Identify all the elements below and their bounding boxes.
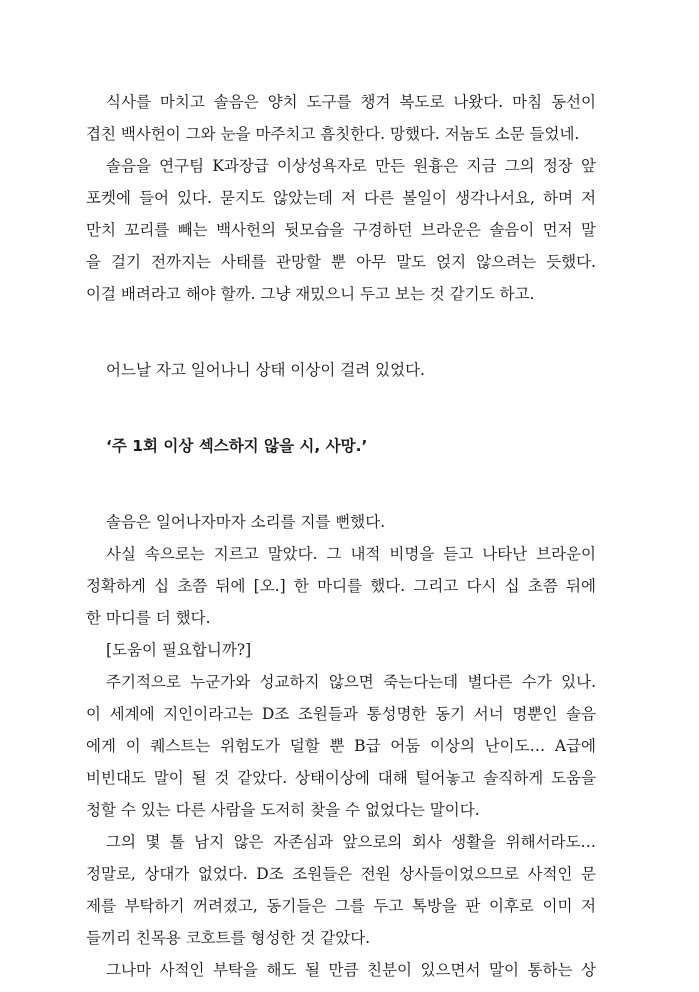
text-line: 제를 부탁하기 꺼려졌고, 동기들은 그를 두고 톡방을 판 이후로 이미 저 bbox=[86, 897, 596, 915]
text-line: 이걸 배려라고 해야 할까. 그냥 재밌으니 두고 보는 것 같기도 하고. bbox=[86, 285, 535, 303]
text-line: 들끼리 친목용 코호트를 형성한 것 같았다. bbox=[86, 929, 371, 947]
text-line: 솔음은 일어나자마자 소리를 지를 뻔했다. bbox=[106, 513, 386, 531]
text-line: 그의 몇 톨 남지 않은 자존심과 앞으로의 회사 생활을 위해서라도… bbox=[106, 833, 596, 851]
text-line: 정확하게 십 초쯤 뒤에 [오.] 한 마디를 했다. 그리고 다시 십 초쯤 뒤에 bbox=[86, 577, 596, 595]
text-line: 겹친 백사헌이 그와 눈을 마주치고 흠칫한다. 망했다. 저놈도 소문 들었네. bbox=[86, 125, 580, 143]
text-line: 솔음을 연구팀 K과장급 이상성욕자로 만든 원흉은 지금 그의 정장 앞 bbox=[106, 157, 596, 175]
paragraph-gap bbox=[86, 386, 596, 430]
dialogue-line: [도움이 필요합니까?] bbox=[106, 641, 252, 659]
text-line: 만치 꼬리를 빼는 백사헌의 뒷모습을 구경하던 브라운은 솔음이 먼저 말 bbox=[86, 221, 596, 239]
text-line: 주기적으로 누군가와 성교하지 않으면 죽는다는데 별다른 수가 있나. bbox=[106, 673, 596, 691]
text-line: 을 걸기 전까지는 사태를 관망할 뿐 아무 말도 얹지 않으려는 듯했다. bbox=[86, 253, 596, 271]
text-line: 포켓에 들어 있다. 묻지도 않았는데 저 다른 볼일이 생각나서요, 하며 저 bbox=[86, 189, 596, 207]
paragraph-gap bbox=[86, 462, 596, 506]
text-line: 식사를 마치고 솔음은 양치 도구를 챙겨 복도로 나왔다. 마침 동선이 bbox=[106, 93, 596, 111]
document-page bbox=[86, 86, 596, 986]
text-line: 정말로, 상대가 없었다. D조 조원들은 전원 상사들이었으므로 사적인 문 bbox=[86, 865, 596, 883]
text-line: 이 세계에 지인이라고는 D조 조원들과 통성명한 동기 서너 명뿐인 솔음 bbox=[86, 705, 596, 723]
text-line: 에게 이 퀘스트는 위험도가 덜할 뿐 B급 어둠 이상의 난이도… A급에 bbox=[86, 737, 596, 755]
status-quote: ‘주 1회 이상 섹스하지 않을 시, 사망.’ bbox=[106, 437, 368, 455]
text-line: 어느날 자고 일어나니 상태 이상이 걸려 있었다. bbox=[106, 361, 425, 379]
text-line: 청할 수 있는 다른 사람을 도저히 찾을 수 없었다는 말이다. bbox=[86, 801, 480, 819]
paragraph-gap bbox=[86, 310, 596, 354]
text-line: 사실 속으로는 지르고 말았다. 그 내적 비명을 듣고 나타난 브라운이 bbox=[106, 545, 596, 563]
text-line: 한 마디를 더 했다. bbox=[86, 609, 211, 627]
text-line: 비빈대도 말이 될 것 같았다. 상태이상에 대해 털어놓고 솔직하게 도움을 bbox=[86, 769, 596, 787]
text-line: 그나마 사적인 부탁을 해도 될 만큼 친분이 있으면서 말이 통하는 상 bbox=[106, 961, 596, 979]
